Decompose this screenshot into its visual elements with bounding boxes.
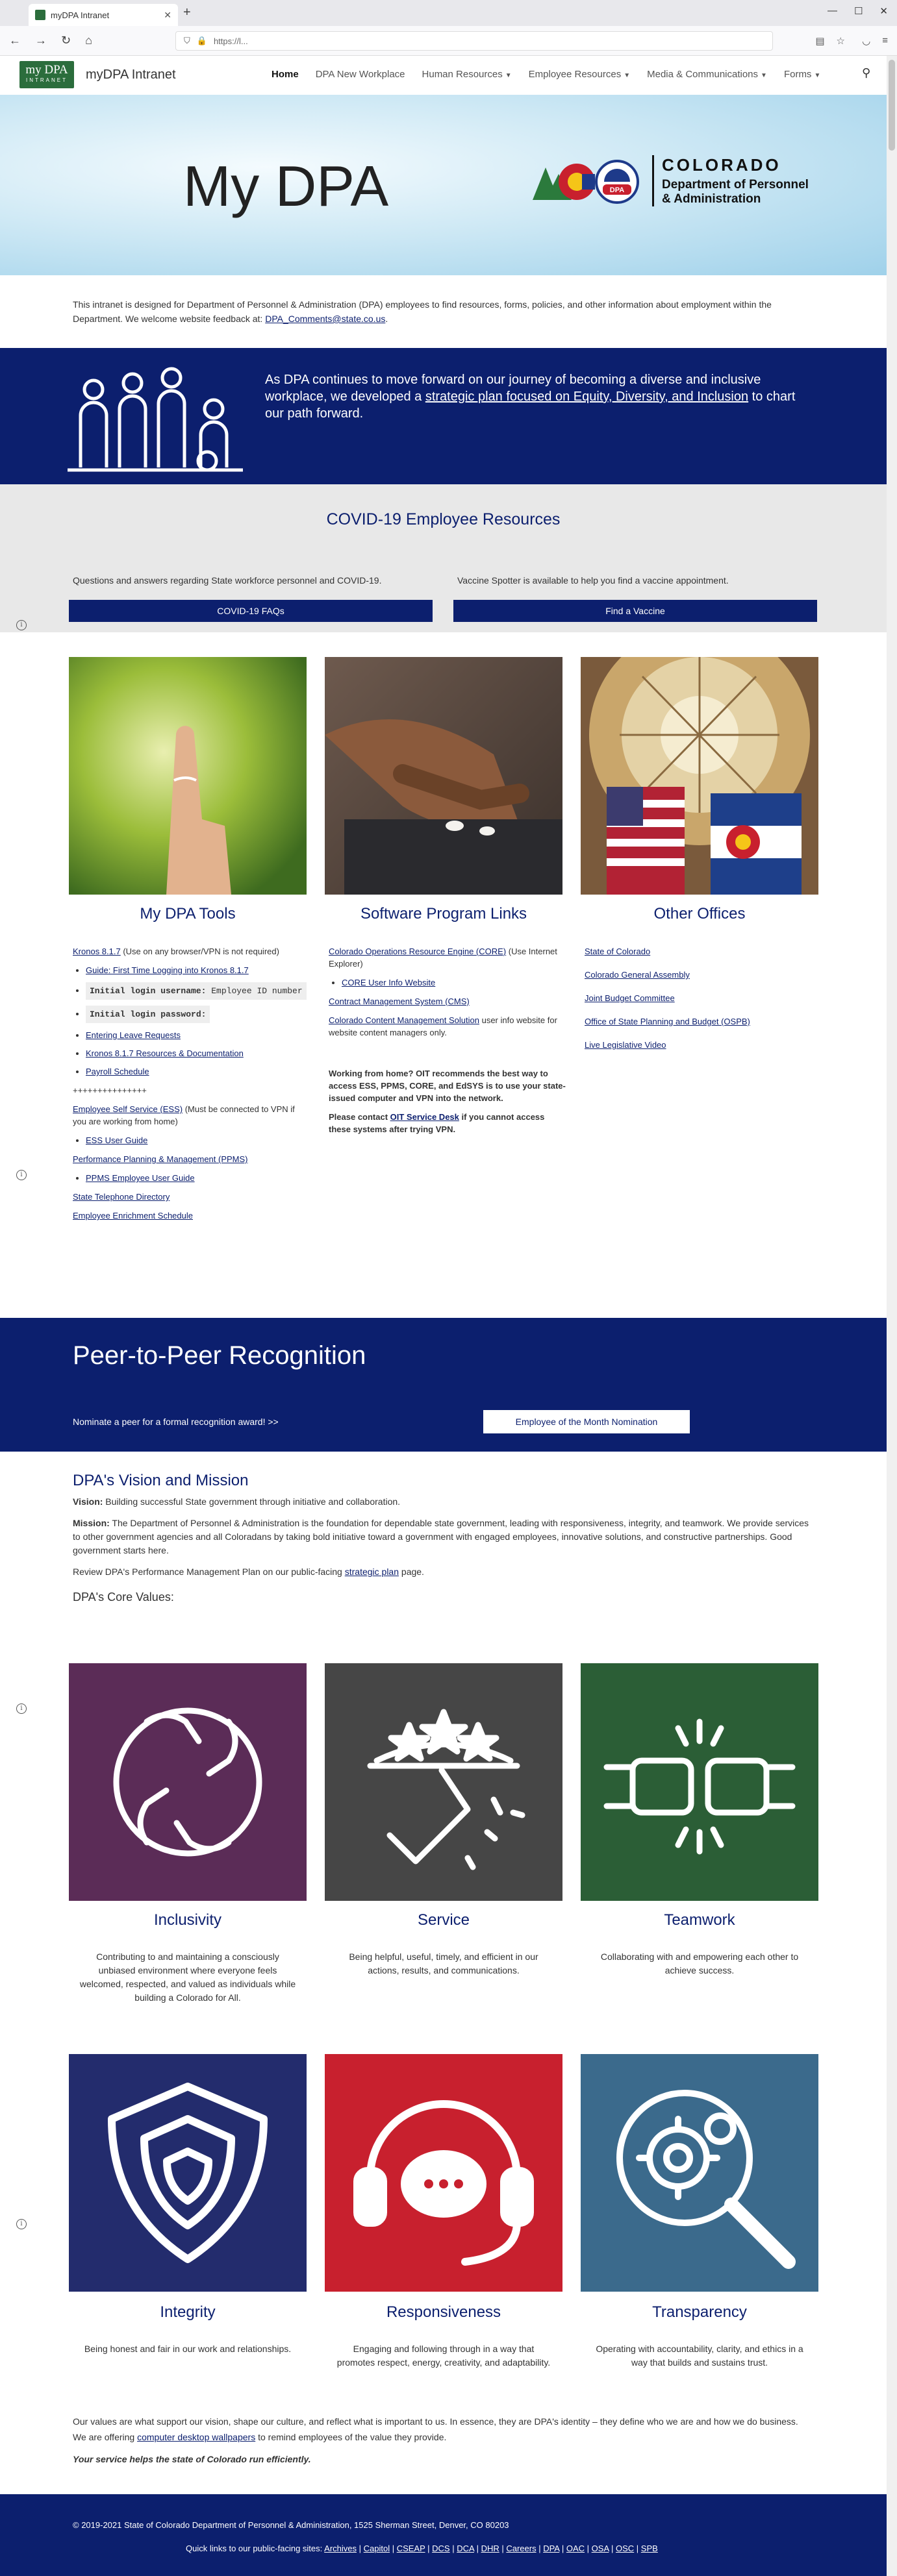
site-name[interactable]: myDPA Intranet — [86, 68, 176, 82]
pocket-icon[interactable]: ◡ — [862, 36, 871, 47]
divider: +++++++++++++++ — [73, 1085, 147, 1095]
responsiveness-title: Responsiveness — [386, 2303, 501, 2321]
enrichment-schedule-link[interactable]: Employee Enrichment Schedule — [73, 1211, 193, 1220]
peer-title: Peer-to-Peer Recognition — [73, 1341, 366, 1370]
software-heading: Software Program Links — [360, 905, 527, 923]
peer-recognition-banner — [0, 1318, 887, 1452]
hands-circle-icon — [69, 1663, 307, 1901]
office-link[interactable]: State of Colorado — [585, 947, 651, 956]
office-link[interactable]: Colorado General Assembly — [585, 970, 690, 980]
footer-link[interactable]: DPA — [543, 2544, 560, 2553]
info-icon[interactable]: i — [16, 620, 27, 630]
employee-of-month-button[interactable]: Employee of the Month Nomination — [483, 1410, 690, 1433]
menu-icon[interactable]: ≡ — [882, 35, 888, 46]
forward-icon[interactable]: → — [35, 34, 47, 47]
dei-text: As DPA continues to move forward on our journey of becoming a diverse and inclusive workplace, we developed a strategic plan focused on Equity, Diversity, and Inclusion to chart our path forward. — [265, 373, 796, 421]
new-tab-button[interactable]: + — [183, 5, 191, 19]
peer-nominate-text: Nominate a peer for a formal recognition award! >> — [73, 1417, 279, 1427]
transparency-title: Transparency — [652, 2303, 747, 2321]
leave-requests-link[interactable]: Entering Leave Requests — [86, 1030, 181, 1040]
lock-icon: 🔒 — [196, 36, 207, 45]
inclusivity-desc: Contributing to and maintaining a consciously unbiased environment where everyone feels welcomed, respected, and valued as individuals while building a Colorado for All. — [79, 1951, 296, 2003]
login-password-note: Initial login password: — [86, 1006, 210, 1023]
covid-section — [0, 484, 887, 632]
offices-heading: Other Offices — [653, 905, 746, 923]
service-title: Service — [417, 1911, 470, 1929]
back-icon[interactable]: ← — [9, 34, 21, 47]
integrity-title: Integrity — [160, 2303, 216, 2321]
magnifier-gears-icon — [581, 2054, 818, 2292]
ess-link[interactable]: Employee Self Service (ESS) — [73, 1104, 183, 1114]
ccms-link[interactable]: Colorado Content Management Solution — [329, 1015, 479, 1025]
fist-bump-icon — [581, 1663, 818, 1901]
dei-plan-link[interactable]: strategic plan focused on Equity, Diversity, and Inclusion — [425, 390, 749, 404]
footer-link[interactable]: SPB — [640, 2544, 658, 2553]
site-footer — [0, 2494, 887, 2576]
quick-links: Quick links to our public-facing sites: Archives | Capitol | CSEAP | DCS | DCA | DHR | Careers | DPA | OAC | OSA | OSC | SPB — [186, 2544, 658, 2553]
transparency-tile — [581, 2054, 818, 2292]
footer-link[interactable]: Archives — [324, 2544, 357, 2553]
ppms-guide-link[interactable]: PPMS Employee User Guide — [86, 1173, 195, 1183]
minimize-button[interactable]: — — [827, 5, 837, 16]
hero-banner — [0, 95, 887, 275]
ess-guide-link[interactable]: ESS User Guide — [86, 1135, 148, 1145]
covid-faqs-button[interactable]: COVID-19 FAQs — [69, 600, 433, 622]
footer-link[interactable]: DCA — [457, 2544, 474, 2553]
logo-line-administration: & Administration — [662, 192, 761, 206]
strategic-plan-link[interactable]: strategic plan — [344, 1567, 399, 1577]
teamwork-tile — [581, 1663, 818, 1901]
kronos-resources-link[interactable]: Kronos 8.1.7 Resources & Documentation — [86, 1048, 244, 1058]
service-tile — [325, 1663, 562, 1901]
url-text: https://l... — [213, 36, 248, 46]
office-link[interactable]: Live Legislative Video — [585, 1040, 666, 1050]
transparency-desc: Operating with accountability, clarity, and ethics in a way that builds and sustains trust. — [596, 2344, 803, 2368]
reader-view-icon[interactable]: ▤ — [815, 36, 825, 47]
dpa-badge-text: DPA — [609, 186, 625, 194]
nav-employee-resources[interactable]: Employee Resources ▼ — [528, 69, 631, 80]
nav-human-resources[interactable]: Human Resources ▼ — [422, 69, 512, 80]
shield-icon: ⛉ — [184, 36, 190, 45]
maximize-button[interactable]: ☐ — [853, 6, 863, 17]
payroll-schedule-link[interactable]: Payroll Schedule — [86, 1067, 149, 1076]
ppms-link[interactable]: Performance Planning & Management (PPMS) — [73, 1154, 248, 1164]
tab-title: myDPA Intranet — [51, 10, 110, 20]
kronos-guide-link[interactable]: Guide: First Time Logging into Kronos 8.1.7 — [86, 965, 249, 975]
wallpapers-link[interactable]: computer desktop wallpapers — [137, 2432, 256, 2442]
footer-link[interactable]: Careers — [506, 2544, 537, 2553]
covid-title: COVID-19 Employee Resources — [326, 510, 561, 528]
browser-tab-bar — [0, 0, 897, 26]
office-link[interactable]: Office of State Planning and Budget (OSPB) — [585, 1017, 750, 1026]
nav-home[interactable]: Home — [272, 69, 299, 80]
tools-photo — [69, 657, 307, 895]
main-nav — [272, 69, 820, 80]
page-title: My DPA — [183, 154, 389, 218]
headset-chat-icon — [325, 2054, 562, 2292]
colorado-seal-icon — [526, 155, 643, 206]
offices-photo — [581, 657, 818, 895]
close-tab-icon[interactable]: ✕ — [164, 9, 171, 20]
footer-link[interactable]: CSEAP — [396, 2544, 425, 2553]
core-link[interactable]: Colorado Operations Resource Engine (CORE) — [329, 947, 507, 956]
footer-link[interactable]: Capitol — [363, 2544, 390, 2553]
logo-line-department: Department of Personnel — [662, 177, 809, 192]
offices-list — [585, 945, 822, 1062]
page-scrollbar[interactable] — [887, 56, 897, 2576]
copyright-text: © 2019-2021 State of Colorado Department of Personnel & Administration, 1525 Sherman Street, Denver, CO 80203 — [73, 2520, 509, 2530]
bookmark-star-icon[interactable]: ☆ — [836, 36, 845, 47]
footer-link[interactable]: DCS — [432, 2544, 450, 2553]
footer-link[interactable]: OSC — [616, 2544, 635, 2553]
info-icon[interactable]: i — [16, 1703, 27, 1714]
core-guide-link[interactable]: CORE User Info Website — [342, 978, 436, 987]
browser-tab[interactable] — [29, 4, 178, 26]
mydpa-logo[interactable]: my DPA INTRANET — [19, 61, 74, 88]
service-desc: Being helpful, useful, timely, and efficient in our actions, results, and communications. — [349, 1951, 538, 1975]
nav-media-communications[interactable]: Media & Communications ▼ — [647, 69, 767, 80]
close-window-button[interactable]: ✕ — [879, 6, 888, 17]
find-vaccine-button[interactable]: Find a Vaccine — [453, 600, 817, 622]
teamwork-desc: Collaborating with and empowering each other to achieve success. — [600, 1951, 799, 1975]
nav-new-workplace[interactable]: DPA New Workplace — [315, 69, 405, 80]
serving-tray-stars-icon — [325, 1663, 562, 1901]
dei-banner — [0, 348, 887, 484]
integrity-tile — [69, 2054, 307, 2292]
cms-link[interactable]: Contract Management System (CMS) — [329, 997, 470, 1006]
home-icon[interactable]: ⌂ — [85, 34, 92, 47]
intro-text: This intranet is designed for Department of Personnel & Administration (DPA) employees to find resources, forms, policies, and other information about employment within the Department. We welcome website feedback at: DPA_Comments@state.co.us. — [73, 299, 772, 324]
logo-line-colorado: COLORADO — [662, 155, 781, 175]
vision-title: DPA's Vision and Mission — [73, 1472, 249, 1489]
favicon-icon — [35, 10, 45, 20]
info-icon[interactable]: i — [16, 2219, 27, 2229]
chevron-down-icon: ▼ — [761, 72, 767, 79]
telephone-directory-link[interactable]: State Telephone Directory — [73, 1192, 170, 1202]
responsiveness-desc: Engaging and following through in a way that promotes respect, energy, creativity, and adaptability. — [336, 2344, 551, 2368]
teamwork-title: Teamwork — [664, 1911, 735, 1929]
people-group-icon — [68, 364, 243, 474]
chevron-down-icon: ▼ — [505, 72, 512, 79]
covid-faq-text: Questions and answers regarding State workforce personnel and COVID-19. — [73, 575, 382, 586]
footer-link[interactable]: OAC — [566, 2544, 585, 2553]
search-icon[interactable]: ⚲ — [862, 66, 871, 79]
footer-link[interactable]: DHR — [481, 2544, 499, 2553]
integrity-desc: Being honest and fair in our work and relationships. — [84, 2344, 292, 2354]
responsiveness-tile — [325, 2054, 562, 2292]
wfh-note: Working from home? OIT recommends the best way to access ESS, PPMS, CORE, and EdSYS is to use your state-issued computer and VPN into the network. — [329, 1069, 566, 1103]
vaccine-text: Vaccine Spotter is available to help you find a vaccine appointment. — [457, 575, 729, 586]
site-header — [0, 56, 887, 95]
colorado-dpa-logo — [526, 155, 809, 206]
tools-list: Kronos 8.1.7 (Use on any browser/VPN is not required) • Guide: First Time Logging into Kronos 8.1.7 • Initial login username: Employee ID number • Initial login password: • Entering Leave Requests • Kronos 8.1.7 Resources & Documentation • Payroll Schedule +++++++++++++++ Employee Self Service (ESS) (Must be connected to VPN if you are working from home) • ESS User Guide Performance Planning & Management (PPMS) • PPMS Employee User Guide State Telephone Directory Employee Enrichment Schedule — [73, 945, 310, 1228]
chevron-down-icon: ▼ — [624, 72, 631, 79]
login-username-note: Initial login username: Employee ID number — [86, 982, 307, 1000]
url-bar[interactable] — [175, 31, 773, 51]
closing-text: Our values are what support our vision, shape our culture, and reflect what is important to us. In essence, they are DPA's identity – they define who we are and how we do business. We are offering computer desktop wallpapers to remind employees of the value they provide. Your service helps the state of Colorado run efficiently. — [73, 2416, 798, 2464]
info-icon[interactable]: i — [16, 1170, 27, 1180]
inclusivity-title: Inclusivity — [153, 1911, 222, 1929]
vision-section: DPA's Vision and Mission Vision: Building successful State government through initiative and collaboration. Mission: The Department of Personnel & Administration is the foundation for dependable state government, leading with responsiveness, integrity, and teamwork. We provide services to other government agencies and all Coloradans by taking bold initiative toward a government with engaged employees, innovative solutions, and constructive partnerships. Good government starts here. Review DPA's Performance Management Plan on our public-facing strategic plan page. DPA's Core Values: — [73, 1474, 813, 1612]
core-values-heading: DPA's Core Values: — [73, 1591, 174, 1604]
software-photo — [325, 657, 562, 895]
nav-forms[interactable]: Forms ▼ — [783, 69, 821, 80]
software-list: Colorado Operations Resource Engine (CORE) (Use Internet Explorer) • CORE User Info Website Contract Management System (CMS) Colorado Content Management Solution user info website for website content managers only. Working from home? OIT recommends the best way to access ESS, PPMS, CORE, and EdSYS is to use your state-issued computer and VPN into the network. Please contact OIT Service Desk if you cannot access these systems after trying VPN. — [329, 945, 566, 1142]
shield-icon — [69, 2054, 307, 2292]
inclusivity-tile — [69, 1663, 307, 1901]
footer-link[interactable]: OSA — [591, 2544, 609, 2553]
reload-icon[interactable]: ↻ — [61, 34, 71, 47]
chevron-down-icon: ▼ — [814, 72, 821, 79]
oit-service-desk-link[interactable]: OIT Service Desk — [390, 1112, 459, 1122]
kronos-link[interactable]: Kronos 8.1.7 — [73, 947, 121, 956]
scrollbar-thumb[interactable] — [889, 60, 895, 151]
tools-heading: My DPA Tools — [140, 905, 236, 923]
feedback-email-link[interactable]: DPA_Comments@state.co.us — [265, 314, 386, 324]
oit-contact-note: Please contact OIT Service Desk if you cannot access these systems after trying VPN. — [329, 1112, 545, 1134]
office-link[interactable]: Joint Budget Committee — [585, 993, 675, 1003]
